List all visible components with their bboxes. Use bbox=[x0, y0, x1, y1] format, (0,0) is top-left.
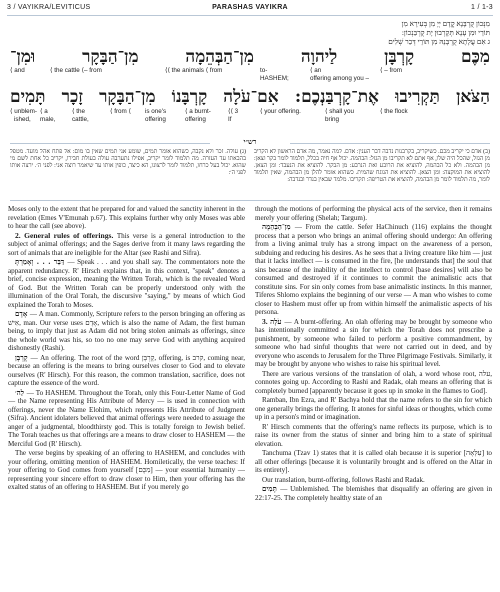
gloss-word: ⟨ your offering. bbox=[260, 108, 301, 115]
commentary-paragraph: Our translation, burnt-offering, follows Rashi and Radak. bbox=[262, 475, 425, 484]
section-divider bbox=[10, 200, 490, 201]
commentary-paragraph bbox=[8, 389, 245, 449]
gloss-word: ⟨⟨ the animals ⟨ from bbox=[165, 67, 223, 74]
verse-line-2: הַצֹּאן תַּקְרִיבוּ אֶת־קָרְבַּנְכֶם: אִם־עֹלָה קָרְבָּנוֹ מִן־הַבָּקָר זָכָר תָּמִים bbox=[10, 87, 490, 107]
commentary-paragraph: through the motions of performing the physical acts of the service, then it remains merely your offering (Shelah; Targum). bbox=[255, 205, 492, 222]
gloss-word: ⟨ a burnt- bbox=[185, 108, 211, 115]
commentary-text: — An offering. The root of the word קָרְבָּן, offering, is קרב, coming near, because an offering is the means to bring ourselves closer to God and to elevate ourselves (R' Hirsch). For this reason, the common translation, sacrifice, does not capture the essence of the word. bbox=[8, 353, 245, 387]
commentary-column-right bbox=[255, 205, 492, 589]
gloss-word: bring bbox=[325, 116, 340, 123]
gloss-word: ⟨ a bbox=[40, 108, 48, 115]
gloss-word: If bbox=[228, 116, 232, 123]
gloss-word: ⟨ an bbox=[310, 67, 322, 74]
gloss-word: ished, bbox=[14, 116, 31, 123]
header-right: 1 / 1-3 bbox=[471, 4, 493, 11]
section-heading: 3. bbox=[262, 316, 271, 326]
gloss-word: ⟨⟨ 3 bbox=[228, 108, 239, 115]
commentary-paragraph bbox=[255, 485, 492, 502]
hebrew-lemma: לַה׳ bbox=[15, 387, 27, 397]
rashi-title: רש״י bbox=[0, 138, 500, 146]
commentary-text: — A man. Commonly, Scripture refers to the person bringing an offering as אִישׁ, man. Our verse uses אָדָם, which is also the name of Adam, the first human being, to imply that just as Adam did not bring stolen animals as offerings, since the whole world was his, so too no one may serve God with anything acquired dishonestly (Rashi). bbox=[8, 310, 245, 352]
gloss-word: offering among you – bbox=[310, 75, 370, 82]
gloss-word: ⟨ unblem- bbox=[10, 108, 37, 115]
header-center: PARASHAS VAYIKRA bbox=[212, 4, 288, 11]
commentary-paragraph: Tanchuma (Tzav 1) states that it is called olah because it is superior [עִלָּאָה] to all other offerings [because it is voluntarily brought and is offered on the Altar in its entirety]. bbox=[255, 449, 492, 474]
gloss-word: ⟨ shall you bbox=[325, 108, 355, 115]
verse-line-1-gloss bbox=[10, 67, 490, 85]
gloss-word: to- bbox=[260, 67, 268, 74]
gloss-word: HASHEM; bbox=[260, 75, 289, 82]
hebrew-lemma: מִן־הַבְּהֵמָה bbox=[262, 222, 295, 231]
commentary-paragraph: There are various versions of the translation of olah, a word whose root, עלה, connotes going up. According to Rashi and Radak, olah means an offering that is completely burned [apparently because it goes up in smoke in the flames to God]. bbox=[255, 369, 492, 395]
commentary-paragraph: Ramban, Ibn Ezra, and R' Bachya hold that the name refers to the sin for which one generally brings the offering. It atones for sinful ideas or thoughts, which come up in a person's mind or imagination. bbox=[255, 396, 492, 421]
commentary-paragraph bbox=[255, 318, 492, 369]
header-left: 3 / VAYIKRA/LEVITICUS bbox=[7, 4, 91, 11]
section-heading: 2. General rules of offerings. bbox=[15, 230, 117, 240]
gloss-word: ⟨ – from bbox=[380, 67, 403, 74]
commentary-text: — A burnt-offering. An olah offering may be brought by someone who has intentionally committed a sin for which the Torah does not prescribe a punishment, by someone who failed to perform a positive commandment, by someone who had sinful thoughts that were not carried out in deed, and by everyone who ascends to Jerusalem for the Three Pilgrimage Festivals. Similarly, it may be brought by anyone who wishes to raise his spiritual level. bbox=[255, 317, 492, 368]
rashi-column-right: (ב) אדם כי יקריב מכם. כשיקריב, בקרבנות נדבה דבר הענין: אדם. למה נאמר, מה אדם הראשון לא הקריב מן הגזל, שהכל היה שלו, אף אתם לא תקריבו מן הגזל: הבהמה. יכול אף חיה בכלל, תלמוד לומר בקר וצאן: מן הבהמה. ולא כל הבהמה, להוציא את הרובע ואת הנרבע: מן הבקר. להוציא את הנעבד: ומן הצאן. להוציא את המוקצה: ומן הצאן. להוציא את הנוגח שהמית. כשהוא אומר להלן מן הבהמה, שאין תלמוד לומר, מה תלמוד לומר מן הבהמה, להוציא את הטריפה: תקריבו. מלמד שבאין בנדר ובנדבה: bbox=[254, 149, 490, 183]
gloss-word: cattle, bbox=[72, 116, 89, 123]
commentary-text: This verse is a general introduction to the subject of animal offerings; and the Sages derive from it many laws regarding the sort of animals that are ineligible for the Altar (see Rashi and Sifra). bbox=[8, 231, 245, 257]
commentary-paragraph bbox=[8, 310, 245, 353]
gloss-word: male, bbox=[40, 116, 56, 123]
commentary-text: — Speak . . . and you shall say. The commentators note the apparent redundancy. R' Hirsch explains that, in this context, "speak" denotes a brief, concise expression, meaning the Written Torah, which is the revealed Word of God. But the Written Torah can be properly understood only with the illumination of the Oral Torah, the discursive "saying," by means of which God explained the Torah to Moses. bbox=[8, 258, 245, 309]
commentary-paragraph: Moses only to the extent that he prepared for and valued the sanctity inherent in the revelation (Emes V'Emunah p.67). This explains further why only Moses was able to hear the call (see above). bbox=[8, 205, 245, 230]
commentary-paragraph bbox=[255, 223, 492, 317]
hebrew-lemma: דַּבֵּר . . . וְאָמַרְתָּ bbox=[15, 257, 68, 266]
rashi-column-left: (ג) עולה. זכר ולא נקבה, כשהוא אומר תמים, שומע אני תמים שאין בו מום: אל פתח אהל מועד. מטפל בהבאתו עד העזרה. מה תלמוד לומר יקריב, אפילו נתערבה עולה בעולת חבירו, יקריב כל אחת לשם מי שהוא. יכול בעל כרחו, תלמוד לומר לרצונו, הא כיצד, כופין אותו עד שיאמר רוצה אני: לפני ה׳. ירצה אותו לפני ה׳: bbox=[10, 149, 246, 176]
gloss-word: ⟨ the cattle ⟨– from bbox=[50, 67, 102, 74]
gloss-word: ⟨ the flock bbox=[380, 108, 408, 115]
gloss-word: ⟨ from ⟨ bbox=[110, 108, 132, 115]
commentary-paragraph bbox=[8, 258, 245, 309]
gloss-word: ⟨ and bbox=[10, 67, 25, 74]
commentary-text: — From the cattle. Sefer HaChinuch (116) explains the thought process that a person who brings an animal offering should undergo: An offering from a living animal truly has a strong impact on the awareness of a person, subduing and reducing his desires. As he sees that a living creature like him — just that it lacks intellect — is consumed in the fire, [he understands that] the soul that sins because of the inability of the intellect to control [base desires] will also be consumed and destroyed if it continues to commit the animalistic acts that constitute sins. For sin only comes from base animalistic instincts. In this manner, Tiferes Shlomo explains the beginning of our verse — A man who wishes to come closer to Hashem must offer up from within himself the animalistic aspects of his persona. bbox=[255, 223, 492, 316]
targum-line-1: מִנְּכוֹן קֻרְבָּנָא קֳדָם יְיָ מִן בְּעִירָא מִן bbox=[401, 19, 490, 28]
verse-line-1: מִכֶּם קָרְבָּן לַיהוָה מִן־הַבְּהֵמָה מִן־הַבָּקָר וּמִן־ bbox=[10, 47, 490, 67]
commentary-paragraph: R' Hirsch comments that the offering's name reflects its purpose, which is to raise its owner from the status of sinner and bring him to a state of spiritual elevation. bbox=[255, 422, 492, 448]
hebrew-lemma: תָּמִים bbox=[262, 484, 281, 493]
commentary-column-left bbox=[8, 205, 245, 589]
hebrew-lemma: קָרְבָּן bbox=[15, 352, 31, 362]
gloss-word: ⟨ the bbox=[72, 108, 85, 115]
hebrew-lemma: עֹלָה bbox=[270, 316, 285, 326]
commentary-paragraph bbox=[8, 232, 245, 258]
targum-line-3: ג אִם עֲלָתָא קֻרְבָּנֵהּ מִן תּוֹרֵי דְּכַר שְׁלִים bbox=[388, 37, 490, 46]
gloss-word: offering bbox=[185, 116, 206, 123]
running-header bbox=[7, 3, 493, 16]
commentary-text: — To HASHEM. Throughout the Torah, only this Four-Letter Name of God — the Name representing His Attribute of Mercy — is used in connection with offerings, never the Name Elohim, which represents His Attribute of Judgment (Sifra). Ancient idolaters believed that animal offerings were needed to assuage the anger of a judgmental, bloodthirsty god. This is totally foreign to Jewish belief. The Torah teaches us that offerings are a means to draw closer to HASHEM — the Merciful God (R' Hirsch). bbox=[8, 388, 245, 448]
commentary-text: — Unblemished. The blemishes that disqualify an offering are given in 22:17-25. The completely healthy state of an bbox=[255, 485, 492, 502]
verse-line-2-gloss bbox=[10, 108, 490, 126]
hebrew-lemma: אָדָם bbox=[15, 309, 30, 318]
commentary-paragraph bbox=[8, 354, 245, 388]
gloss-word: offering bbox=[145, 116, 166, 123]
gloss-word: is one's bbox=[145, 108, 167, 115]
commentary-paragraph: The verse begins by speaking of an offering to HASHEM, and concludes with your offering, omitting mention of HASHEM. Homiletically, the verse teaches: If your offering to God comes from yourself [מִכֶּם] — your essential humanity — representing your sincere effort to draw closer to Him, then your offering has the exalted status of an offering to HASHEM. But if you merely go bbox=[8, 449, 245, 491]
targum-line-2: תּוֹרֵי וּמִן עָנָא תְּקָרְבוּן יָת קֻרְבַּנְכוֹן: bbox=[401, 28, 490, 37]
